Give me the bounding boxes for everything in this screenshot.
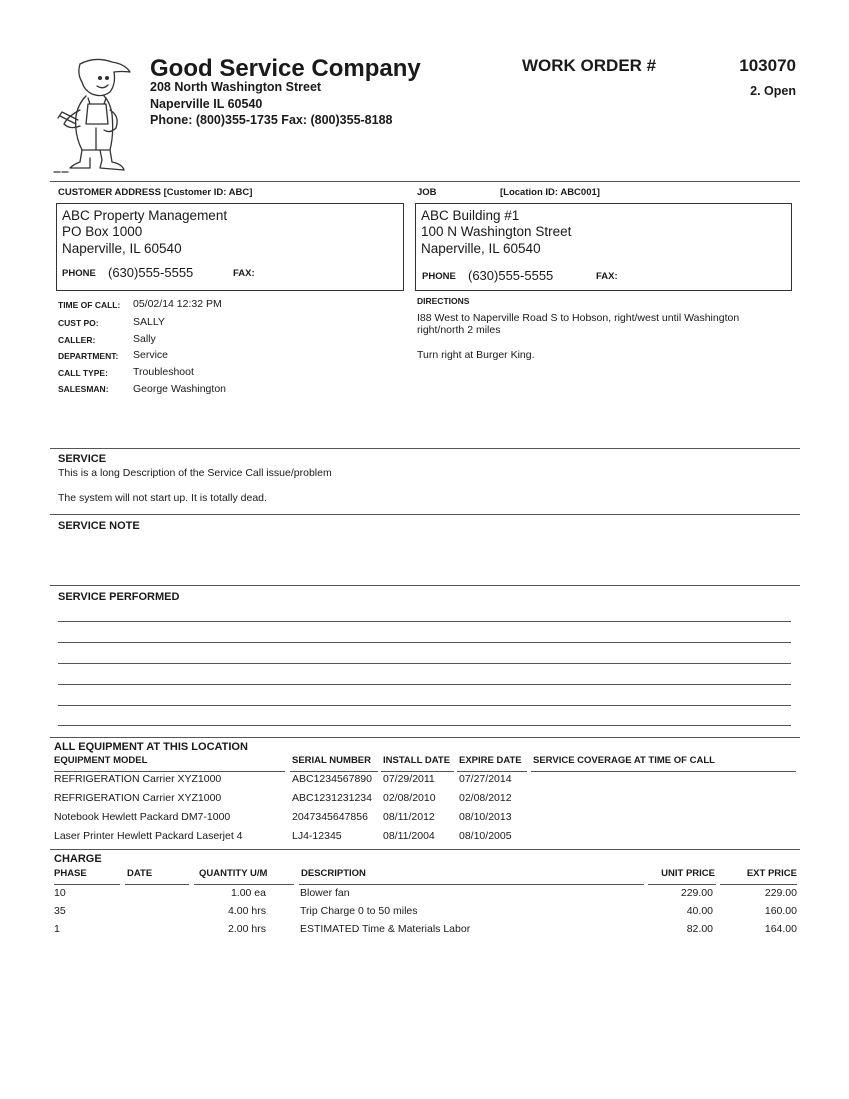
equipment-header-coverage: SERVICE COVERAGE AT TIME OF CALL (533, 755, 715, 766)
directions-line-3: Turn right at Burger King. (417, 349, 535, 361)
directions-line-1: I88 West to Naperville Road S to Hobson, right/west until Washington (417, 312, 740, 324)
charge-header-ext-price: EXT PRICE (746, 868, 797, 879)
equipment-header-rule (290, 771, 378, 772)
job-fax-label: FAX: (596, 271, 618, 282)
charge-ext-price: 229.00 (764, 887, 797, 899)
work-order-label: WORK ORDER # (522, 56, 657, 75)
customer-phone-label: PHONE (62, 268, 96, 279)
equipment-expire: 08/10/2005 (459, 830, 512, 842)
divider-service-note (50, 514, 800, 515)
equipment-model: REFRIGERATION Carrier XYZ1000 (54, 773, 222, 785)
charge-unit-price: 82.00 (686, 923, 713, 935)
equipment-install: 08/11/2012 (383, 811, 435, 823)
equipment-expire: 07/27/2014 (459, 773, 512, 785)
equipment-model: Notebook Hewlett Packard DM7-1000 (54, 811, 231, 823)
directions-label: DIRECTIONS (417, 296, 470, 306)
service-performed-line (58, 725, 791, 726)
job-header: JOB (417, 187, 437, 198)
job-line-3: Naperville, IL 60540 (421, 241, 541, 256)
equipment-title: ALL EQUIPMENT AT THIS LOCATION (54, 741, 248, 753)
call-info-value: George Washington (133, 383, 226, 395)
equipment-header-rule (531, 771, 796, 772)
company-phone-fax: Phone: (800)355-1735 Fax: (800)355-8188 (150, 113, 393, 127)
equipment-header-expire: EXPIRE DATE (459, 755, 522, 766)
call-info-value: Troubleshoot (133, 366, 194, 378)
divider-charge (50, 849, 800, 850)
equipment-model: Laser Printer Hewlett Packard Laserjet 4 (54, 830, 243, 842)
divider-service (50, 448, 800, 449)
company-logo (50, 54, 145, 178)
charge-unit-price: 40.00 (686, 905, 713, 917)
service-note-label: SERVICE NOTE (58, 520, 140, 532)
call-info-value: Sally (133, 333, 156, 345)
equipment-serial: ABC1234567890 (292, 773, 372, 785)
call-info-label: DEPARTMENT: (58, 351, 119, 361)
equipment-install: 07/29/2011 (383, 773, 435, 785)
customer-address-header: CUSTOMER ADDRESS [Customer ID: ABC] (58, 187, 253, 198)
equipment-header-rule (381, 771, 454, 772)
company-address-2: Naperville IL 60540 (150, 97, 263, 111)
equipment-serial: LJ4-12345 (292, 830, 342, 842)
charge-ext-price: 160.00 (764, 905, 797, 917)
charge-header-date: DATE (127, 868, 153, 879)
directions-line-2: right/north 2 miles (417, 324, 501, 336)
charge-quantity: 4.00 hrs (228, 905, 266, 917)
call-info-label: CALLER: (58, 335, 96, 345)
charge-header-rule (194, 884, 294, 885)
job-line-1: ABC Building #1 (421, 208, 520, 223)
charge-header-quantity: QUANTITY U/M (199, 868, 268, 879)
call-info-label: SALESMAN: (58, 384, 109, 394)
job-location-id: [Location ID: ABC001] (500, 187, 600, 198)
charge-header-phase: PHASE (54, 868, 87, 879)
job-phone: (630)555-5555 (468, 268, 554, 283)
equipment-model: REFRIGERATION Carrier XYZ1000 (54, 792, 222, 804)
divider-service-performed (50, 585, 800, 586)
equipment-header-rule (457, 771, 527, 772)
call-info-value: 05/02/14 12:32 PM (133, 298, 222, 310)
call-info-label: TIME OF CALL: (58, 300, 121, 310)
charge-description: ESTIMATED Time & Materials Labor (300, 923, 471, 935)
equipment-expire: 08/10/2013 (459, 811, 512, 823)
charge-description: Trip Charge 0 to 50 miles (300, 905, 418, 917)
service-performed-label: SERVICE PERFORMED (58, 591, 180, 603)
customer-line-1: ABC Property Management (62, 208, 228, 223)
charge-header-rule (125, 884, 189, 885)
service-description-1: This is a long Description of the Service Call issue/problem (58, 467, 332, 479)
charge-phase: 1 (54, 923, 60, 935)
charge-phase: 10 (54, 887, 66, 899)
equipment-install: 08/11/2004 (383, 830, 435, 842)
charge-ext-price: 164.00 (764, 923, 797, 935)
charge-phase: 35 (54, 905, 66, 917)
charge-unit-price: 229.00 (680, 887, 713, 899)
charge-quantity: 2.00 hrs (228, 923, 266, 935)
charge-header-rule (648, 884, 716, 885)
job-phone-label: PHONE (422, 271, 456, 282)
job-line-2: 100 N Washington Street (421, 224, 572, 239)
customer-line-2: PO Box 1000 (62, 224, 143, 239)
service-performed-line (58, 705, 791, 706)
customer-fax-label: FAX: (233, 268, 255, 279)
service-performed-line (58, 663, 791, 664)
divider-top (50, 181, 800, 182)
service-description-2: The system will not start up. It is totally dead. (58, 492, 267, 504)
equipment-header-model: EQUIPMENT MODEL (54, 755, 148, 766)
equipment-header-install: INSTALL DATE (383, 755, 451, 766)
equipment-header-rule (54, 771, 285, 772)
call-info-value: SALLY (133, 316, 165, 328)
customer-phone: (630)555-5555 (108, 265, 194, 280)
equipment-serial: ABC1231231234 (292, 792, 372, 804)
divider-equipment (50, 737, 800, 738)
charge-description: Blower fan (300, 887, 350, 899)
work-order-number: 103070 (739, 56, 796, 75)
charge-header-description: DESCRIPTION (301, 868, 366, 879)
charge-title: CHARGE (54, 853, 102, 865)
service-performed-line (58, 621, 791, 622)
call-info-value: Service (133, 349, 169, 361)
company-name: Good Service Company (150, 55, 421, 82)
charge-header-unit-price: UNIT PRICE (661, 868, 715, 879)
equipment-expire: 02/08/2012 (459, 792, 512, 804)
work-order-status: 2. Open (750, 84, 796, 98)
equipment-install: 02/08/2010 (383, 792, 436, 804)
call-info-label: CALL TYPE: (58, 368, 108, 378)
customer-line-3: Naperville, IL 60540 (62, 241, 182, 256)
charge-header-rule (720, 884, 797, 885)
call-info-label: CUST PO: (58, 318, 99, 328)
equipment-serial: 2047345647856 (292, 811, 368, 823)
equipment-header-serial: SERIAL NUMBER (292, 755, 371, 766)
handyman-icon (50, 54, 145, 178)
charge-header-rule (54, 884, 120, 885)
company-address-1: 208 North Washington Street (150, 80, 322, 94)
charge-quantity: 1.00 ea (230, 887, 266, 899)
service-performed-line (58, 684, 791, 685)
service-label: SERVICE (58, 453, 107, 465)
charge-header-rule (299, 884, 644, 885)
service-performed-line (58, 642, 791, 643)
